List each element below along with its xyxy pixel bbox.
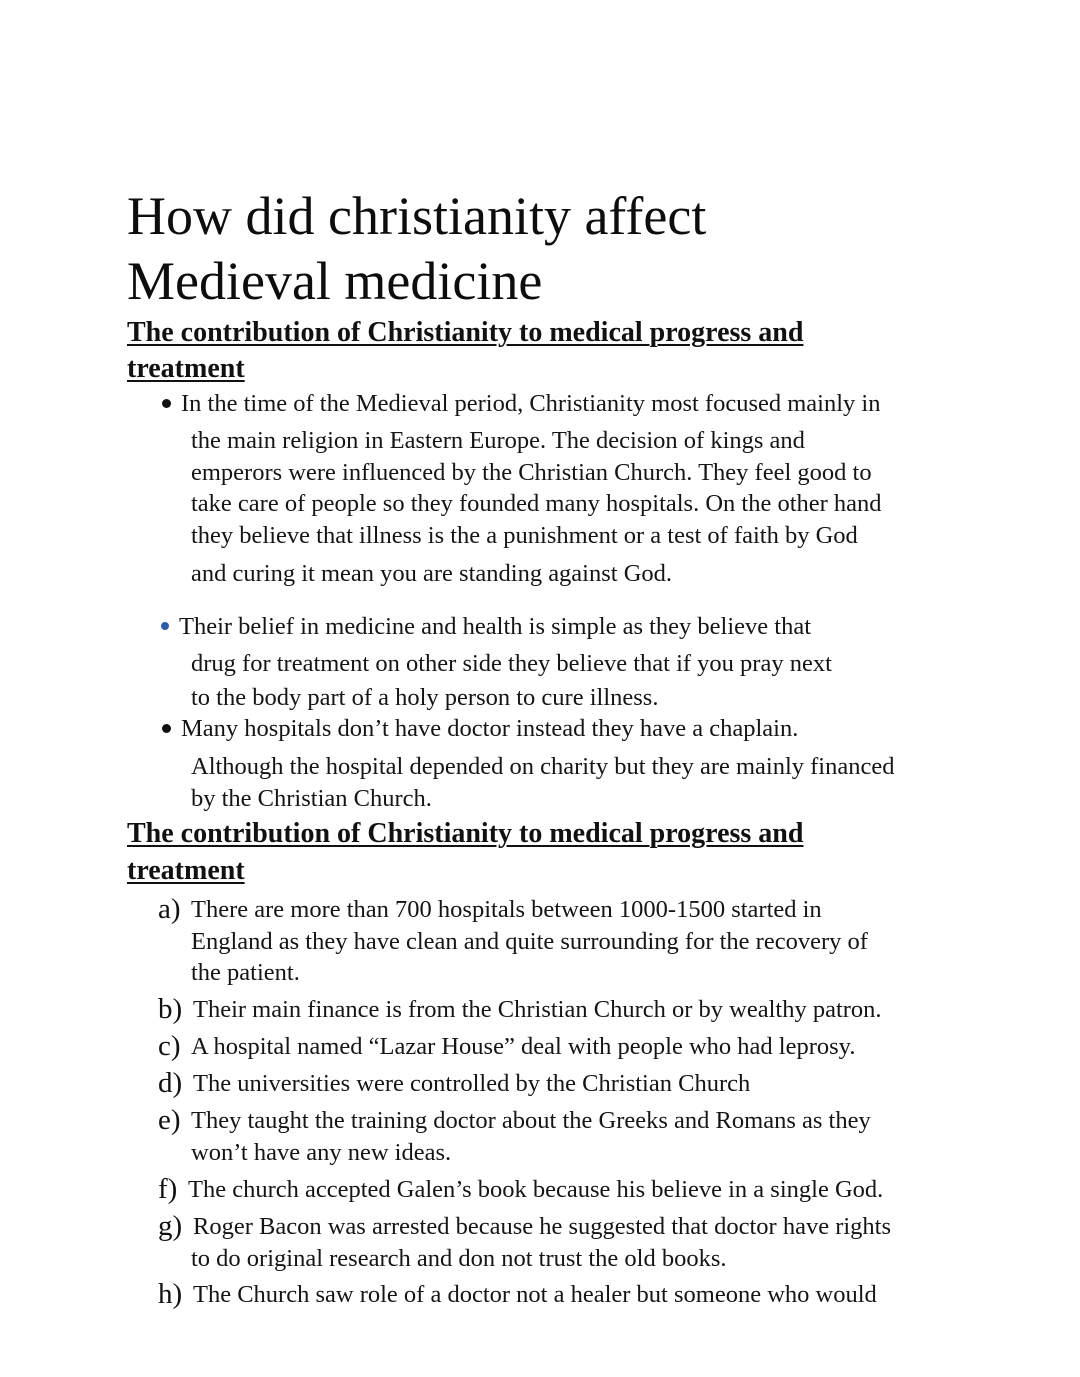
list-marker: d): [158, 1067, 183, 1099]
bullet-item-line: they believe that illness is the a punishment or a test of faith by God: [191, 522, 858, 549]
lettered-item-line: The universities were controlled by the Christian Church: [193, 1070, 751, 1097]
bullet-item-line: by the Christian Church.: [191, 785, 432, 812]
bullet-item-line: the main religion in Eastern Europe. The decision of kings and: [191, 427, 805, 454]
section-1-heading-line-2: treatment: [127, 353, 245, 384]
lettered-item-line: They taught the training doctor about the Greeks and Romans as they: [191, 1107, 871, 1134]
title-line-1: How did christianity affect: [127, 186, 707, 246]
bullet-item-line: Many hospitals don’t have doctor instead they have a chaplain.: [181, 715, 799, 742]
list-marker: h): [158, 1278, 183, 1310]
bullet-item-line: emperors were influenced by the Christian Church. They feel good to: [191, 459, 872, 486]
lettered-item-line: to do original research and don not trust the old books.: [191, 1245, 727, 1272]
bullet-item-line: take care of people so they founded many hospitals. On the other hand: [191, 490, 882, 517]
bullet-item-line: drug for treatment on other side they believe that if you pray next: [191, 650, 832, 677]
lettered-item-line: The church accepted Galen’s book because his believe in a single God.: [188, 1176, 884, 1203]
list-marker: a): [158, 893, 181, 925]
bullet-item-line: Although the hospital depended on charity but they are mainly financed: [191, 753, 895, 780]
list-marker: b): [158, 993, 183, 1025]
bullet-dot-icon: [161, 622, 169, 630]
bullet-item-line: In the time of the Medieval period, Christianity most focused mainly in: [181, 390, 881, 417]
bullet-dot-icon: [162, 399, 171, 408]
lettered-item-line: Their main finance is from the Christian Church or by wealthy patron.: [193, 996, 882, 1023]
section-2-heading-line-2: treatment: [127, 855, 245, 886]
lettered-item-line: Roger Bacon was arrested because he suggested that doctor have rights: [193, 1213, 892, 1240]
list-marker: g): [158, 1210, 183, 1242]
lettered-item-line: the patient.: [191, 959, 300, 986]
lettered-item-line: The Church saw role of a doctor not a healer but someone who would: [193, 1281, 877, 1308]
list-marker: c): [158, 1030, 181, 1062]
bullet-item-line: to the body part of a holy person to cure illness.: [191, 684, 659, 711]
section-1-heading-line-1: The contribution of Christianity to medical progress and: [127, 317, 804, 348]
lettered-item-line: There are more than 700 hospitals between 1000-1500 started in: [191, 896, 822, 923]
lettered-item-line: England as they have clean and quite surrounding for the recovery of: [191, 928, 868, 955]
bullet-item-line: Their belief in medicine and health is simple as they believe that: [179, 613, 812, 640]
bullet-item-line: and curing it mean you are standing against God.: [191, 560, 673, 587]
list-marker: e): [158, 1104, 181, 1136]
lettered-item-line: A hospital named “Lazar House” deal with people who had leprosy.: [191, 1033, 856, 1060]
bullet-dot-icon: [162, 724, 171, 733]
lettered-item-line: won’t have any new ideas.: [191, 1139, 452, 1166]
title-line-2: Medieval medicine: [127, 251, 543, 311]
section-2-heading-line-1: The contribution of Christianity to medical progress and: [127, 818, 804, 849]
list-marker: f): [158, 1173, 178, 1205]
